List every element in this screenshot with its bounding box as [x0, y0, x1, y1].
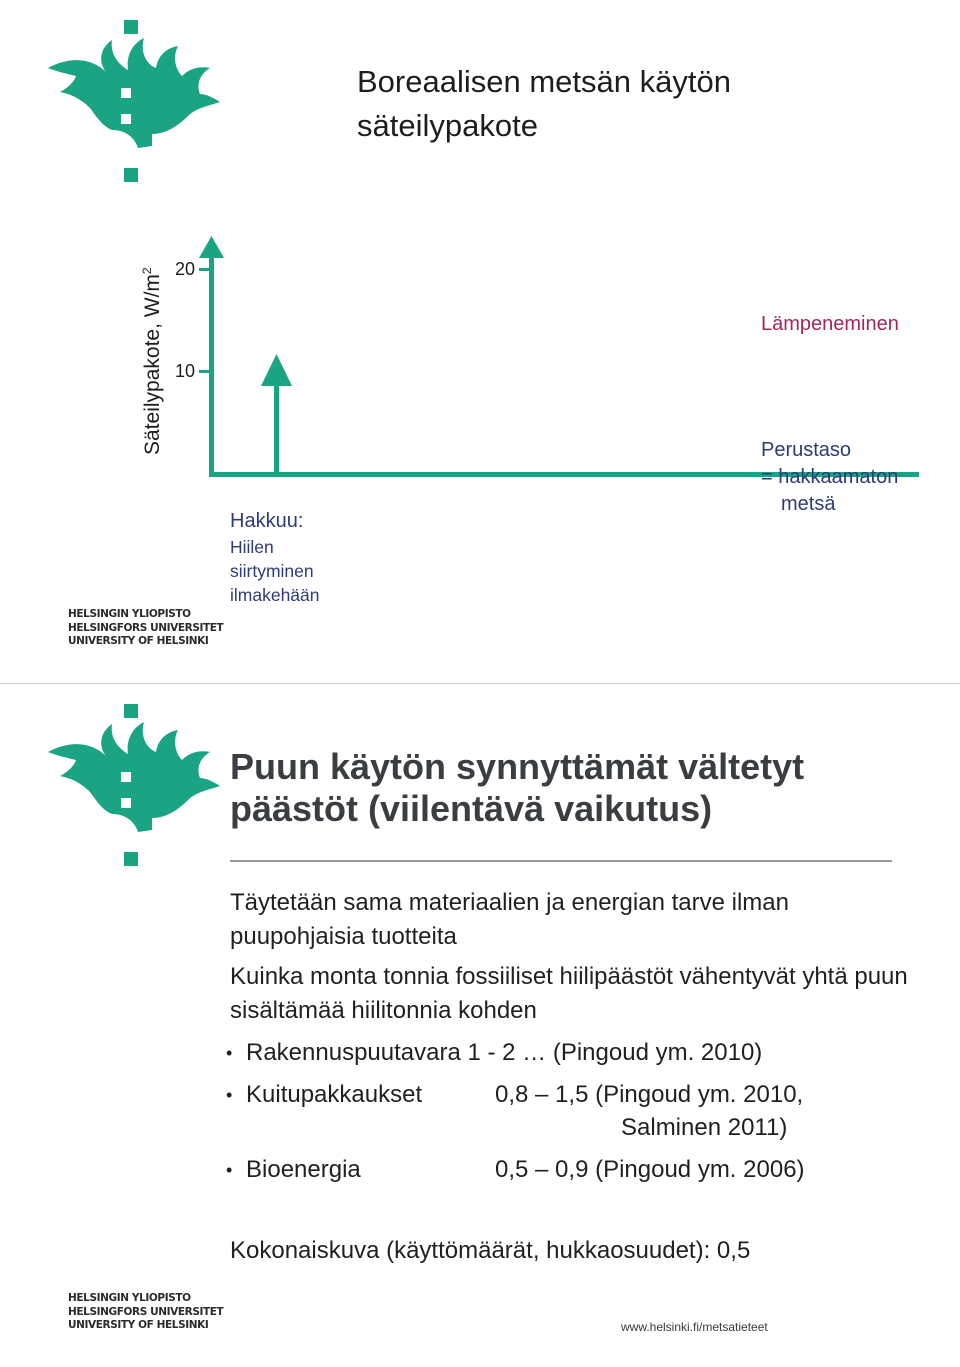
- y-axis-label-superscript: 2: [140, 267, 154, 275]
- baseline-line-1: Perustaso: [761, 439, 852, 461]
- university-flame-logo-icon: [40, 700, 225, 875]
- university-name: [68, 1292, 223, 1333]
- harvest-heading: Hakkuu:: [230, 510, 304, 532]
- university-name: [68, 608, 223, 649]
- footer-url[interactable]: www.helsinki.fi/metsatieteet: [621, 1320, 768, 1334]
- y-axis-arrowhead: [199, 236, 224, 258]
- title-divider: [230, 860, 892, 862]
- harvest-line-1: Hiilen: [230, 537, 274, 557]
- harvest-label: [230, 507, 320, 607]
- university-name-fi: HELSINGIN YLIOPISTO: [68, 1292, 191, 1304]
- baseline-label: [761, 437, 898, 518]
- bullet-dot-icon: •: [226, 1085, 233, 1105]
- slide-2: [0, 684, 960, 1367]
- bullet-text: Bioenergia: [246, 1156, 361, 1183]
- forcing-arrowhead: [261, 354, 292, 386]
- y-tick-10: 10: [175, 361, 196, 381]
- summary-line: Kokonaiskuva (käyttömäärät, hukkaosuudet): 0,5: [230, 1237, 751, 1264]
- university-name-en: UNIVERSITY OF HELSINKI: [68, 1319, 209, 1331]
- tick-mark-10: [199, 370, 211, 373]
- paragraph-1: Täytetään sama materiaalien ja energian tarve ilman puupohjaisia tuotteita: [230, 889, 789, 950]
- slide-title: Puun käytön synnyttämät vältetyt päästöt (viilentävä vaikutus): [230, 746, 805, 829]
- bullet-text: Kuitupakkaukset: [246, 1081, 423, 1108]
- bullet-item-2: [226, 1078, 926, 1148]
- forcing-diagram: [0, 0, 960, 683]
- bullet-dot-icon: •: [226, 1160, 233, 1180]
- paragraph-2: Kuinka monta tonnia fossiiliset hiilipäästöt vähentyvät yhtä puun sisältämää hiilitonnia kohden: [230, 963, 908, 1024]
- baseline-line-3: metsä: [781, 493, 836, 515]
- forcing-arrow-shaft: [274, 372, 279, 475]
- bullet-dot-icon: •: [226, 1043, 233, 1063]
- tick-mark-20: [199, 268, 211, 271]
- bullet-text: Rakennuspuutavara 1 - 2 … (Pingoud ym. 2010): [246, 1039, 763, 1066]
- harvest-line-2: siirtyminen: [230, 561, 314, 581]
- bullet-value: 0,5 – 0,9 (Pingoud ym. 2006): [495, 1156, 805, 1183]
- university-name-sv: HELSINGFORS UNIVERSITET: [68, 1305, 224, 1318]
- slide-title: Boreaalisen metsän käytön säteilypakote: [357, 64, 731, 143]
- warming-label: Lämpeneminen: [761, 313, 899, 335]
- baseline-line-2: = hakkaamaton: [761, 466, 899, 488]
- university-name-sv: HELSINGFORS UNIVERSITET: [68, 621, 224, 634]
- y-axis-label-text: Säteilypakote, W/m: [141, 274, 164, 455]
- bullet-value: 0,8 – 1,5 (Pingoud ym. 2010,: [495, 1081, 804, 1108]
- university-name-en: UNIVERSITY OF HELSINKI: [68, 635, 209, 647]
- harvest-line-3: ilmakehään: [230, 585, 320, 605]
- y-tick-20: 20: [175, 259, 196, 279]
- bullet-value-continued: Salminen 2011): [621, 1114, 788, 1141]
- y-axis-line: [209, 246, 214, 475]
- university-name-fi: HELSINGIN YLIOPISTO: [68, 608, 191, 620]
